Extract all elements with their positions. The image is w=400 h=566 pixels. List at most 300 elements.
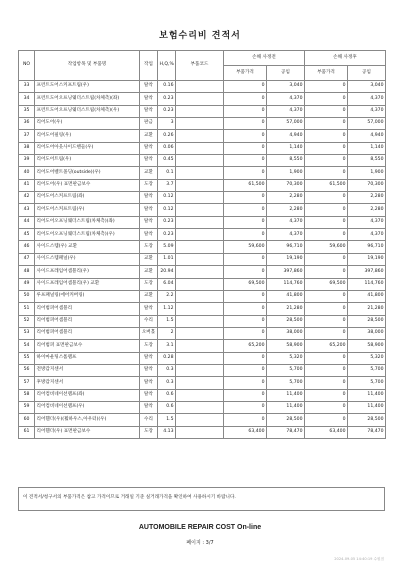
cell-code bbox=[176, 278, 224, 290]
cell-code bbox=[176, 364, 224, 376]
cell-qty: 5.09 bbox=[158, 241, 176, 253]
cell-no: 35 bbox=[19, 105, 35, 117]
cell-after-labor: 114,760 bbox=[348, 278, 386, 290]
cell-no: 51 bbox=[19, 303, 35, 315]
cell-no: 58 bbox=[19, 389, 35, 401]
cell-before-part-price: 0 bbox=[224, 229, 267, 241]
cell-work: 수리 bbox=[140, 315, 158, 327]
cell-item: 리어도어벨트몰딩(outside)(우) bbox=[35, 167, 140, 179]
cell-item: 리어도어(우) bbox=[35, 118, 140, 130]
table-row bbox=[19, 389, 386, 401]
cell-before-labor: 11,400 bbox=[267, 401, 305, 413]
header-hqty: H,Q,% bbox=[158, 51, 176, 81]
table-row bbox=[19, 93, 386, 105]
cell-after-part-price: 0 bbox=[305, 142, 348, 154]
cell-code bbox=[176, 389, 224, 401]
cell-no: 46 bbox=[19, 241, 35, 253]
cell-before-labor: 2,280 bbox=[267, 204, 305, 216]
cell-after-labor: 2,280 bbox=[348, 204, 386, 216]
cell-work: 탈착 bbox=[140, 155, 158, 167]
cell-after-part-price: 0 bbox=[305, 290, 348, 302]
cell-code bbox=[176, 315, 224, 327]
table-row bbox=[19, 364, 386, 376]
cell-work: 탈착 bbox=[140, 229, 158, 241]
table-row bbox=[19, 81, 386, 93]
cell-after-labor: 41,800 bbox=[348, 290, 386, 302]
cell-before-labor: 4,370 bbox=[267, 229, 305, 241]
cell-no: 48 bbox=[19, 266, 35, 278]
cell-no: 57 bbox=[19, 377, 35, 389]
cell-before-part-price: 0 bbox=[224, 81, 267, 93]
cell-qty: 0.3 bbox=[158, 364, 176, 376]
cell-no: 44 bbox=[19, 216, 35, 228]
cell-before-part-price: 63,400 bbox=[224, 426, 267, 438]
table-header bbox=[19, 51, 386, 81]
cell-after-part-price: 0 bbox=[305, 81, 348, 93]
cell-qty: 0.6 bbox=[158, 389, 176, 401]
cell-code bbox=[176, 204, 224, 216]
cell-code bbox=[176, 130, 224, 142]
cell-work: 도장 bbox=[140, 340, 158, 352]
cell-code bbox=[176, 266, 224, 278]
cell-before-labor: 2,280 bbox=[267, 192, 305, 204]
cell-item: 리어범퍼어셈블리 bbox=[35, 303, 140, 315]
cell-no: 41 bbox=[19, 179, 35, 191]
cell-no: 34 bbox=[19, 93, 35, 105]
cell-code bbox=[176, 426, 224, 438]
cell-before-labor: 4,370 bbox=[267, 216, 305, 228]
cell-after-part-price: 0 bbox=[305, 327, 348, 339]
cell-item: 전방감지센서 bbox=[35, 364, 140, 376]
cell-work: 교환 bbox=[140, 290, 158, 302]
header-work: 작업 bbox=[140, 51, 158, 81]
cell-after-labor: 70,300 bbox=[348, 179, 386, 191]
cell-item: 사이드프레임어셈블리(우) bbox=[35, 266, 140, 278]
table-body bbox=[19, 81, 386, 439]
cell-before-part-price: 0 bbox=[224, 266, 267, 278]
cell-code bbox=[176, 327, 224, 339]
cell-qty: 4.13 bbox=[158, 426, 176, 438]
cell-before-labor: 5,320 bbox=[267, 352, 305, 364]
cell-no: 61 bbox=[19, 426, 35, 438]
cell-no: 54 bbox=[19, 340, 35, 352]
cell-item: 리어도어오프닝웨더스트립(차체측)(좌) bbox=[35, 216, 140, 228]
cell-qty: 0.23 bbox=[158, 105, 176, 117]
cell-code bbox=[176, 290, 224, 302]
cell-after-labor: 5,320 bbox=[348, 352, 386, 364]
cell-before-part-price: 0 bbox=[224, 352, 267, 364]
cell-qty: 0.12 bbox=[158, 192, 176, 204]
cell-work: 탈착 bbox=[140, 81, 158, 93]
cell-code bbox=[176, 142, 224, 154]
cell-code bbox=[176, 241, 224, 253]
cell-item: 리어도어스커프트림(우) bbox=[35, 204, 140, 216]
print-timestamp: 2024-09-05 14:40:19 수원점 bbox=[334, 557, 384, 561]
cell-before-part-price: 0 bbox=[224, 130, 267, 142]
cell-before-labor: 397,860 bbox=[267, 266, 305, 278]
table-row bbox=[19, 229, 386, 241]
cell-before-labor: 1,900 bbox=[267, 167, 305, 179]
cell-item: 리어휀더(우) 표면판금보수 bbox=[35, 426, 140, 438]
cell-after-labor: 5,700 bbox=[348, 364, 386, 376]
table-row bbox=[19, 167, 386, 179]
cell-qty: 0.6 bbox=[158, 401, 176, 413]
cell-item: 리어도어스커프트림(좌) bbox=[35, 192, 140, 204]
cell-before-labor: 28,500 bbox=[267, 315, 305, 327]
cell-before-part-price: 61,500 bbox=[224, 179, 267, 191]
cell-after-labor: 96,710 bbox=[348, 241, 386, 253]
table-row bbox=[19, 303, 386, 315]
cell-after-labor: 4,370 bbox=[348, 105, 386, 117]
cell-qty: 0.16 bbox=[158, 81, 176, 93]
cell-code bbox=[176, 192, 224, 204]
header-after-group: 손해 사정후 bbox=[305, 51, 386, 66]
estimate-table bbox=[18, 50, 386, 439]
table-row bbox=[19, 426, 386, 438]
cell-after-part-price: 0 bbox=[305, 364, 348, 376]
cell-qty: 0.26 bbox=[158, 130, 176, 142]
cell-work: 교환 bbox=[140, 167, 158, 179]
cell-after-labor: 4,370 bbox=[348, 93, 386, 105]
cell-work: 교환 bbox=[140, 130, 158, 142]
cell-work: 판금 bbox=[140, 118, 158, 130]
cell-no: 47 bbox=[19, 253, 35, 265]
cell-qty: 1.12 bbox=[158, 303, 176, 315]
cell-before-part-price: 0 bbox=[224, 155, 267, 167]
table-row bbox=[19, 377, 386, 389]
cell-before-part-price: 0 bbox=[224, 93, 267, 105]
cell-work: 탈착 bbox=[140, 93, 158, 105]
cell-before-part-price: 0 bbox=[224, 377, 267, 389]
cell-item: 하이마운팅스톱램프 bbox=[35, 352, 140, 364]
cell-after-part-price: 0 bbox=[305, 167, 348, 179]
table-row bbox=[19, 105, 386, 117]
cell-code bbox=[176, 340, 224, 352]
cell-work: 탈착 bbox=[140, 192, 158, 204]
cell-before-labor: 4,370 bbox=[267, 93, 305, 105]
cell-before-part-price: 0 bbox=[224, 364, 267, 376]
cell-qty: 0.23 bbox=[158, 93, 176, 105]
table-row bbox=[19, 327, 386, 339]
page-number: 페이지 : 3/7 bbox=[186, 540, 214, 546]
cell-before-labor: 8,550 bbox=[267, 155, 305, 167]
cell-work: 교환 bbox=[140, 266, 158, 278]
cell-item: 리어컴비네이션램프(좌) bbox=[35, 389, 140, 401]
header-before-group: 손해 사정전 bbox=[224, 51, 305, 66]
cell-code bbox=[176, 401, 224, 413]
cell-work: 탈착 bbox=[140, 389, 158, 401]
cell-before-part-price: 0 bbox=[224, 118, 267, 130]
cell-before-part-price: 0 bbox=[224, 105, 267, 117]
cell-code bbox=[176, 352, 224, 364]
cell-code bbox=[176, 303, 224, 315]
cell-before-labor: 38,000 bbox=[267, 327, 305, 339]
cell-qty: 1.5 bbox=[158, 414, 176, 426]
header-code: 부품코드 bbox=[176, 51, 224, 81]
table-row bbox=[19, 179, 386, 191]
cell-before-part-price: 0 bbox=[224, 142, 267, 154]
price-notice: 이 견적서/청구서의 부품가격은 참고 가격이므로 거래일 기준 실거래가격을 확인하여 사용하시기 바랍니다. bbox=[18, 487, 385, 511]
cell-code bbox=[176, 93, 224, 105]
cell-after-part-price: 0 bbox=[305, 204, 348, 216]
cell-before-part-price: 0 bbox=[224, 216, 267, 228]
table-row bbox=[19, 414, 386, 426]
cell-after-part-price: 0 bbox=[305, 414, 348, 426]
cell-code bbox=[176, 377, 224, 389]
cell-after-part-price: 0 bbox=[305, 93, 348, 105]
cell-after-part-price: 0 bbox=[305, 377, 348, 389]
cell-item: 리어범퍼어셈블리 bbox=[35, 315, 140, 327]
cell-after-part-price: 0 bbox=[305, 192, 348, 204]
cell-no: 59 bbox=[19, 401, 35, 413]
cell-before-labor: 3,040 bbox=[267, 81, 305, 93]
table-row bbox=[19, 266, 386, 278]
cell-qty: 1.5 bbox=[158, 315, 176, 327]
cell-before-labor: 1,140 bbox=[267, 142, 305, 154]
cell-after-labor: 38,000 bbox=[348, 327, 386, 339]
cell-after-part-price: 0 bbox=[305, 401, 348, 413]
cell-code bbox=[176, 105, 224, 117]
cell-after-labor: 11,400 bbox=[348, 401, 386, 413]
cell-work: 탈착 bbox=[140, 401, 158, 413]
document-title: 보험수리비 견적서 bbox=[159, 31, 241, 41]
cell-after-labor: 4,940 bbox=[348, 130, 386, 142]
header-after-labor: 공임 bbox=[348, 66, 386, 81]
cell-code bbox=[176, 414, 224, 426]
cell-work: 탈착 bbox=[140, 204, 158, 216]
cell-after-part-price: 69,500 bbox=[305, 278, 348, 290]
cell-code bbox=[176, 155, 224, 167]
cell-before-labor: 21,280 bbox=[267, 303, 305, 315]
cell-before-labor: 28,500 bbox=[267, 414, 305, 426]
cell-no: 55 bbox=[19, 352, 35, 364]
cell-qty: 3 bbox=[158, 118, 176, 130]
cell-before-part-price: 0 bbox=[224, 204, 267, 216]
cell-no: 50 bbox=[19, 290, 35, 302]
cell-qty: 0.06 bbox=[158, 142, 176, 154]
cell-item: 리어도어아웃사이드핸들(우) bbox=[35, 142, 140, 154]
cell-no: 36 bbox=[19, 118, 35, 130]
cell-before-part-price: 0 bbox=[224, 167, 267, 179]
cell-after-labor: 1,900 bbox=[348, 167, 386, 179]
cell-code bbox=[176, 253, 224, 265]
cell-code bbox=[176, 229, 224, 241]
cell-work: 탈착 bbox=[140, 142, 158, 154]
table-row bbox=[19, 401, 386, 413]
cell-work: 도장 bbox=[140, 179, 158, 191]
header-before-part-price: 부품가격 bbox=[224, 66, 267, 81]
cell-after-labor: 397,860 bbox=[348, 266, 386, 278]
footer-brand: AUTOMOBILE REPAIR COST On-line bbox=[138, 524, 262, 531]
cell-work: 탈착 bbox=[140, 303, 158, 315]
cell-after-labor: 28,500 bbox=[348, 315, 386, 327]
cell-work: 도장 bbox=[140, 426, 158, 438]
cell-qty: 3.7 bbox=[158, 179, 176, 191]
cell-after-labor: 58,900 bbox=[348, 340, 386, 352]
cell-after-labor: 8,550 bbox=[348, 155, 386, 167]
cell-before-part-price: 0 bbox=[224, 327, 267, 339]
cell-no: 53 bbox=[19, 327, 35, 339]
cell-qty: 0.23 bbox=[158, 216, 176, 228]
cell-before-part-price: 59,600 bbox=[224, 241, 267, 253]
cell-after-part-price: 0 bbox=[305, 253, 348, 265]
cell-after-labor: 78,470 bbox=[348, 426, 386, 438]
cell-item: 프런트도어스커프트림(우) bbox=[35, 81, 140, 93]
cell-item: 후방감지센서 bbox=[35, 377, 140, 389]
cell-qty: 0.45 bbox=[158, 155, 176, 167]
header-before-labor: 공임 bbox=[267, 66, 305, 81]
cell-after-part-price: 0 bbox=[305, 266, 348, 278]
cell-after-part-price: 61,500 bbox=[305, 179, 348, 191]
table-row bbox=[19, 352, 386, 364]
cell-before-labor: 4,940 bbox=[267, 130, 305, 142]
cell-work: 도장 bbox=[140, 278, 158, 290]
cell-before-labor: 58,900 bbox=[267, 340, 305, 352]
cell-after-part-price: 0 bbox=[305, 315, 348, 327]
cell-qty: 20.94 bbox=[158, 266, 176, 278]
cell-no: 49 bbox=[19, 278, 35, 290]
table-row bbox=[19, 290, 386, 302]
table-row bbox=[19, 216, 386, 228]
cell-no: 60 bbox=[19, 414, 35, 426]
cell-item: 사이드스텝패널(우) bbox=[35, 253, 140, 265]
cell-before-labor: 5,700 bbox=[267, 377, 305, 389]
cell-after-labor: 57,000 bbox=[348, 118, 386, 130]
cell-before-part-price: 0 bbox=[224, 192, 267, 204]
cell-after-part-price: 0 bbox=[305, 303, 348, 315]
cell-no: 39 bbox=[19, 155, 35, 167]
cell-before-part-price: 65,200 bbox=[224, 340, 267, 352]
cell-before-labor: 4,370 bbox=[267, 105, 305, 117]
cell-after-part-price: 0 bbox=[305, 216, 348, 228]
cell-qty: 6.04 bbox=[158, 278, 176, 290]
cell-after-part-price: 59,600 bbox=[305, 241, 348, 253]
cell-work: 탈착 bbox=[140, 364, 158, 376]
cell-after-labor: 3,040 bbox=[348, 81, 386, 93]
cell-qty: 2 bbox=[158, 327, 176, 339]
cell-item: 리어휀더(우)(휠하우스,아우터)(우) bbox=[35, 414, 140, 426]
cell-before-part-price: 0 bbox=[224, 401, 267, 413]
table-row bbox=[19, 118, 386, 130]
cell-work: 탈착 bbox=[140, 216, 158, 228]
cell-before-labor: 5,700 bbox=[267, 364, 305, 376]
cell-code bbox=[176, 167, 224, 179]
header-after-part-price: 부품가격 bbox=[305, 66, 348, 81]
cell-after-labor: 19,190 bbox=[348, 253, 386, 265]
table-row bbox=[19, 278, 386, 290]
cell-after-part-price: 0 bbox=[305, 105, 348, 117]
cell-qty: 0.23 bbox=[158, 229, 176, 241]
cell-item: 사이드프레임어셈블리(우) 교환 bbox=[35, 278, 140, 290]
cell-before-part-price: 0 bbox=[224, 315, 267, 327]
cell-before-part-price: 0 bbox=[224, 253, 267, 265]
table-row bbox=[19, 130, 386, 142]
cell-before-labor: 11,400 bbox=[267, 389, 305, 401]
table-row bbox=[19, 315, 386, 327]
cell-item: 사이드스텝(우) 교환 bbox=[35, 241, 140, 253]
cell-after-part-price: 0 bbox=[305, 389, 348, 401]
cell-after-labor: 2,280 bbox=[348, 192, 386, 204]
cell-item: 리어범퍼 표면판금보수 bbox=[35, 340, 140, 352]
cell-after-part-price: 0 bbox=[305, 229, 348, 241]
cell-qty: 0.3 bbox=[158, 377, 176, 389]
cell-after-labor: 4,370 bbox=[348, 229, 386, 241]
cell-work: 교환 bbox=[140, 253, 158, 265]
cell-after-part-price: 0 bbox=[305, 130, 348, 142]
cell-before-labor: 57,000 bbox=[267, 118, 305, 130]
cell-code bbox=[176, 81, 224, 93]
cell-item: 루프패널링(에어커버링) bbox=[35, 290, 140, 302]
cell-after-part-price: 65,200 bbox=[305, 340, 348, 352]
cell-no: 40 bbox=[19, 167, 35, 179]
cell-before-labor: 41,800 bbox=[267, 290, 305, 302]
cell-after-part-price: 0 bbox=[305, 118, 348, 130]
cell-item: 리어도어트림(우) bbox=[35, 155, 140, 167]
cell-no: 33 bbox=[19, 81, 35, 93]
cell-work: 탈착 bbox=[140, 377, 158, 389]
cell-no: 43 bbox=[19, 204, 35, 216]
cell-qty: 0.1 bbox=[158, 167, 176, 179]
cell-after-labor: 11,400 bbox=[348, 389, 386, 401]
cell-after-labor: 28,500 bbox=[348, 414, 386, 426]
cell-item: 리어컴비네이션램프(우) bbox=[35, 401, 140, 413]
cell-work: 오버홀 bbox=[140, 327, 158, 339]
cell-after-labor: 4,370 bbox=[348, 216, 386, 228]
cell-after-part-price: 0 bbox=[305, 155, 348, 167]
cell-item: 리어범퍼어셈블리 bbox=[35, 327, 140, 339]
cell-before-labor: 114,760 bbox=[267, 278, 305, 290]
cell-before-labor: 78,470 bbox=[267, 426, 305, 438]
cell-before-part-price: 0 bbox=[224, 414, 267, 426]
cell-work: 도장 bbox=[140, 241, 158, 253]
table-row bbox=[19, 192, 386, 204]
cell-after-labor: 5,700 bbox=[348, 377, 386, 389]
header-no: NO bbox=[19, 51, 35, 81]
cell-work: 탈착 bbox=[140, 352, 158, 364]
cell-after-labor: 21,280 bbox=[348, 303, 386, 315]
table-row bbox=[19, 340, 386, 352]
cell-before-part-price: 0 bbox=[224, 290, 267, 302]
cell-item: 리어도어오프닝웨더스트립(차체측)(우) bbox=[35, 229, 140, 241]
cell-no: 52 bbox=[19, 315, 35, 327]
cell-work: 수리 bbox=[140, 414, 158, 426]
cell-code bbox=[176, 179, 224, 191]
cell-work: 탈착 bbox=[140, 105, 158, 117]
cell-code bbox=[176, 216, 224, 228]
table-row bbox=[19, 155, 386, 167]
cell-qty: 1.01 bbox=[158, 253, 176, 265]
cell-qty: 2.2 bbox=[158, 290, 176, 302]
cell-no: 56 bbox=[19, 364, 35, 376]
cell-code bbox=[176, 118, 224, 130]
cell-no: 37 bbox=[19, 130, 35, 142]
cell-before-part-price: 0 bbox=[224, 303, 267, 315]
cell-before-labor: 96,710 bbox=[267, 241, 305, 253]
cell-before-labor: 19,190 bbox=[267, 253, 305, 265]
cell-item: 프런트도어오프닝웨더스트립(차체측)(좌) bbox=[35, 93, 140, 105]
cell-qty: 0.28 bbox=[158, 352, 176, 364]
cell-qty: 3.1 bbox=[158, 340, 176, 352]
cell-before-labor: 70,300 bbox=[267, 179, 305, 191]
header-item: 작업항목 및 부품명 bbox=[35, 51, 140, 81]
cell-no: 45 bbox=[19, 229, 35, 241]
cell-qty: 0.12 bbox=[158, 204, 176, 216]
table-row bbox=[19, 253, 386, 265]
cell-no: 38 bbox=[19, 142, 35, 154]
cell-no: 42 bbox=[19, 192, 35, 204]
cell-item: 리어도어필링(우) bbox=[35, 130, 140, 142]
cell-item: 리어도어(우) 표면판금보수 bbox=[35, 179, 140, 191]
